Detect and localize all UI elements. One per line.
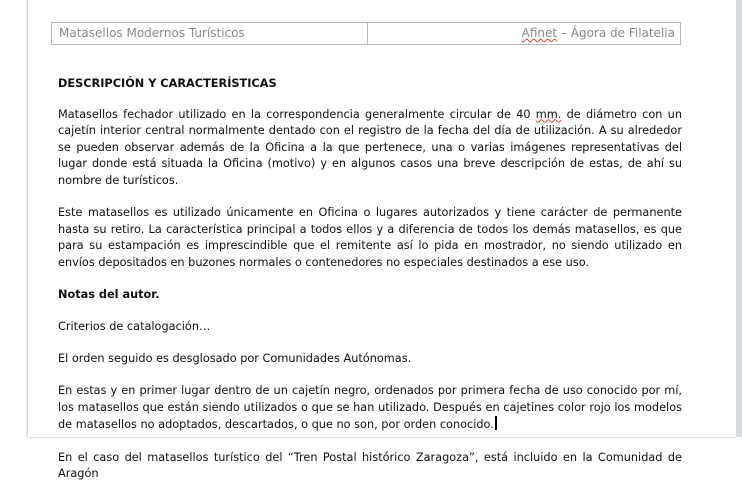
notes-heading: Notas del autor. [58, 287, 160, 301]
paragraph-description-end: de diámetro con un cajetín interior central normalmente dentado con el registro de la fecha del día de utilización. A su alrededor se pueden observar además de la Oficina a la que pertenece, una o varias imágenes representativas del lugar donde está situada la Oficina (motivo) y en algunos casos una breve descripción de estas, de ahí su nombre de turísticos. [58, 107, 682, 187]
section-heading: DESCRIPCIÓN Y CARACTERÍSTICAS [58, 77, 277, 90]
paragraph-criteria: Criterios de catalogación… [58, 320, 211, 334]
viewport-right-edge [737, 0, 742, 437]
document-body[interactable] [58, 76, 682, 498]
paragraph-usage: Este matasellos es utilizado únicamente en Oficina o lugares autorizados y tiene carácter de permanente hasta su retiro. La característica principal a todos ellos y a diferencia de todos los demás matasellos, es que para su estampación es imprescindible que el remitente así lo pida en mostrador, no siendo utilizado en envíos depositados en buzones normales o contenedores no especiales destinados a ese uso. [58, 206, 682, 269]
page-header-table [51, 22, 681, 45]
paragraph-catalog-text: En estas y en primer lugar dentro de un cajetín negro, ordenados por primera fecha de uso conocido por mí, los matasellos que están siendo utilizados o que se han utilizado. Después en cajetines color rojo los modelos de matasellos no adoptados, descartados, o que no son, por orden conocido. [58, 384, 682, 432]
spelling-error-word[interactable]: mm. [535, 107, 562, 121]
paragraph-description-start: Matasellos fechador utilizado en la correspondencia generalmente circular de 40 [58, 107, 536, 121]
paragraph-catalog-detail [58, 383, 682, 434]
header-right-title [368, 23, 680, 44]
paragraph-description [58, 107, 682, 190]
header-left-title: Matasellos Modernos Turísticos [52, 23, 368, 44]
header-site-name: Afinet [521, 26, 558, 40]
document-page[interactable] [28, 0, 736, 481]
text-cursor [495, 416, 497, 430]
paragraph-order: El orden seguido es desglosado por Comunidades Autónomas. [58, 352, 412, 366]
header-site-subtitle: – Ágora de Filatelia [557, 26, 675, 40]
paragraph-zaragoza: En el caso del matasellos turístico del “Tren Postal histórico Zaragoza”, está incluido en la Comunidad de Aragón [58, 450, 682, 481]
